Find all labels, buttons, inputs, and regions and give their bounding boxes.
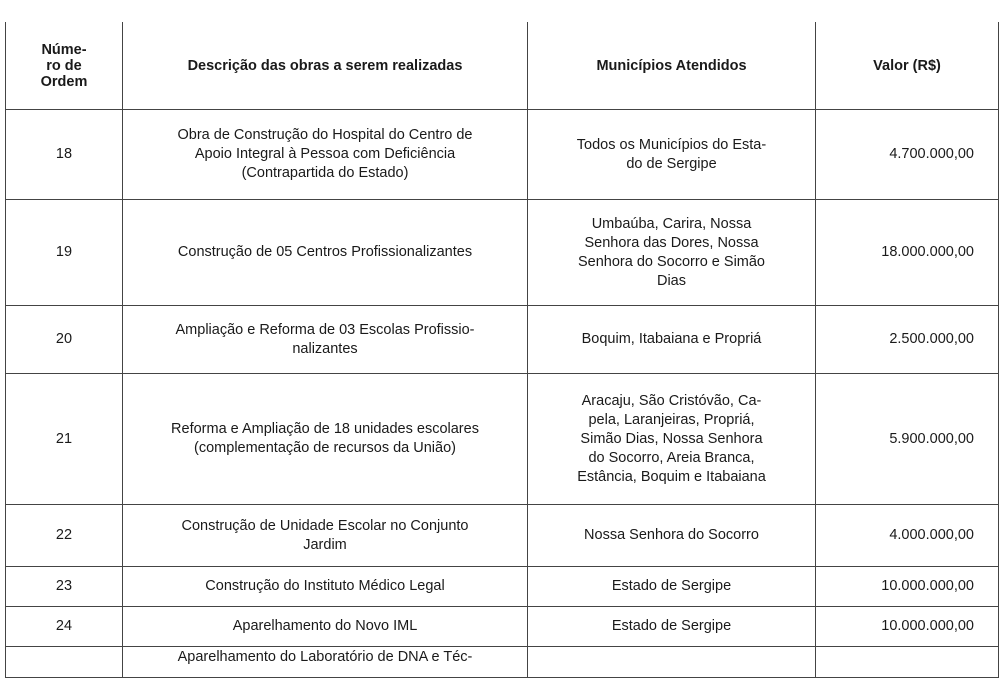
cell-municipios: Todos os Municípios do Esta- do de Sergipe: [528, 110, 816, 200]
cell-municipios: Boquim, Itabaiana e Propriá: [528, 306, 816, 374]
table-row-cut: [6, 647, 999, 678]
header-valor: Valor (R$): [816, 22, 999, 110]
table-row: [6, 505, 999, 567]
header-descricao: Descrição das obras a serem realizadas: [123, 22, 528, 110]
table-row: [6, 306, 999, 374]
obras-table: [5, 22, 999, 678]
cell-descricao: Construção do Instituto Médico Legal: [123, 567, 528, 607]
table-row: [6, 567, 999, 607]
cell-numero: 22: [6, 505, 123, 567]
cell-municipios: Nossa Senhora do Socorro: [528, 505, 816, 567]
cell-valor: 2.500.000,00: [816, 306, 999, 374]
table-row: [6, 374, 999, 505]
table-row: [6, 110, 999, 200]
cell-municipios: Estado de Sergipe: [528, 607, 816, 647]
cell-numero: [6, 647, 123, 678]
cell-descricao: Ampliação e Reforma de 03 Escolas Profissio- nalizantes: [123, 306, 528, 374]
cut-text: Aparelhamento do Laboratório de DNA e Téc-: [177, 648, 473, 665]
cell-valor: 4.000.000,00: [816, 505, 999, 567]
cell-descricao: Aparelhamento do Novo IML: [123, 607, 528, 647]
cell-valor: 18.000.000,00: [816, 200, 999, 306]
cell-descricao: Construção de Unidade Escolar no Conjunto Jardim: [123, 505, 528, 567]
cell-municipios: Umbaúba, Carira, Nossa Senhora das Dores, Nossa Senhora do Socorro e Simão Dias: [528, 200, 816, 306]
cell-municipios: [528, 647, 816, 678]
cell-descricao: Obra de Construção do Hospital do Centro de Apoio Integral à Pessoa com Deficiência (Contrapartida do Estado): [123, 110, 528, 200]
cell-valor: 5.900.000,00: [816, 374, 999, 505]
header-numero: Núme- ro de Ordem: [6, 22, 123, 110]
cell-numero: 20: [6, 306, 123, 374]
cell-numero: 23: [6, 567, 123, 607]
header-municipios: Municípios Atendidos: [528, 22, 816, 110]
table-row: [6, 607, 999, 647]
header-row: [6, 22, 999, 110]
cell-descricao-cut: [123, 647, 528, 678]
cell-numero: 24: [6, 607, 123, 647]
cell-municipios: Estado de Sergipe: [528, 567, 816, 607]
cell-valor: 10.000.000,00: [816, 567, 999, 607]
cell-valor: 4.700.000,00: [816, 110, 999, 200]
table-row: [6, 200, 999, 306]
cell-municipios: Aracaju, São Cristóvão, Ca- pela, Laranjeiras, Propriá, Simão Dias, Nossa Senhora do Socorro, Areia Branca, Estância, Boquim e Itabaiana: [528, 374, 816, 505]
cell-valor: 10.000.000,00: [816, 607, 999, 647]
cell-descricao: Construção de 05 Centros Profissionalizantes: [123, 200, 528, 306]
cell-numero: 21: [6, 374, 123, 505]
cell-numero: 19: [6, 200, 123, 306]
cell-descricao: Reforma e Ampliação de 18 unidades escolares (complementação de recursos da União): [123, 374, 528, 505]
cell-numero: 18: [6, 110, 123, 200]
cell-valor: [816, 647, 999, 678]
